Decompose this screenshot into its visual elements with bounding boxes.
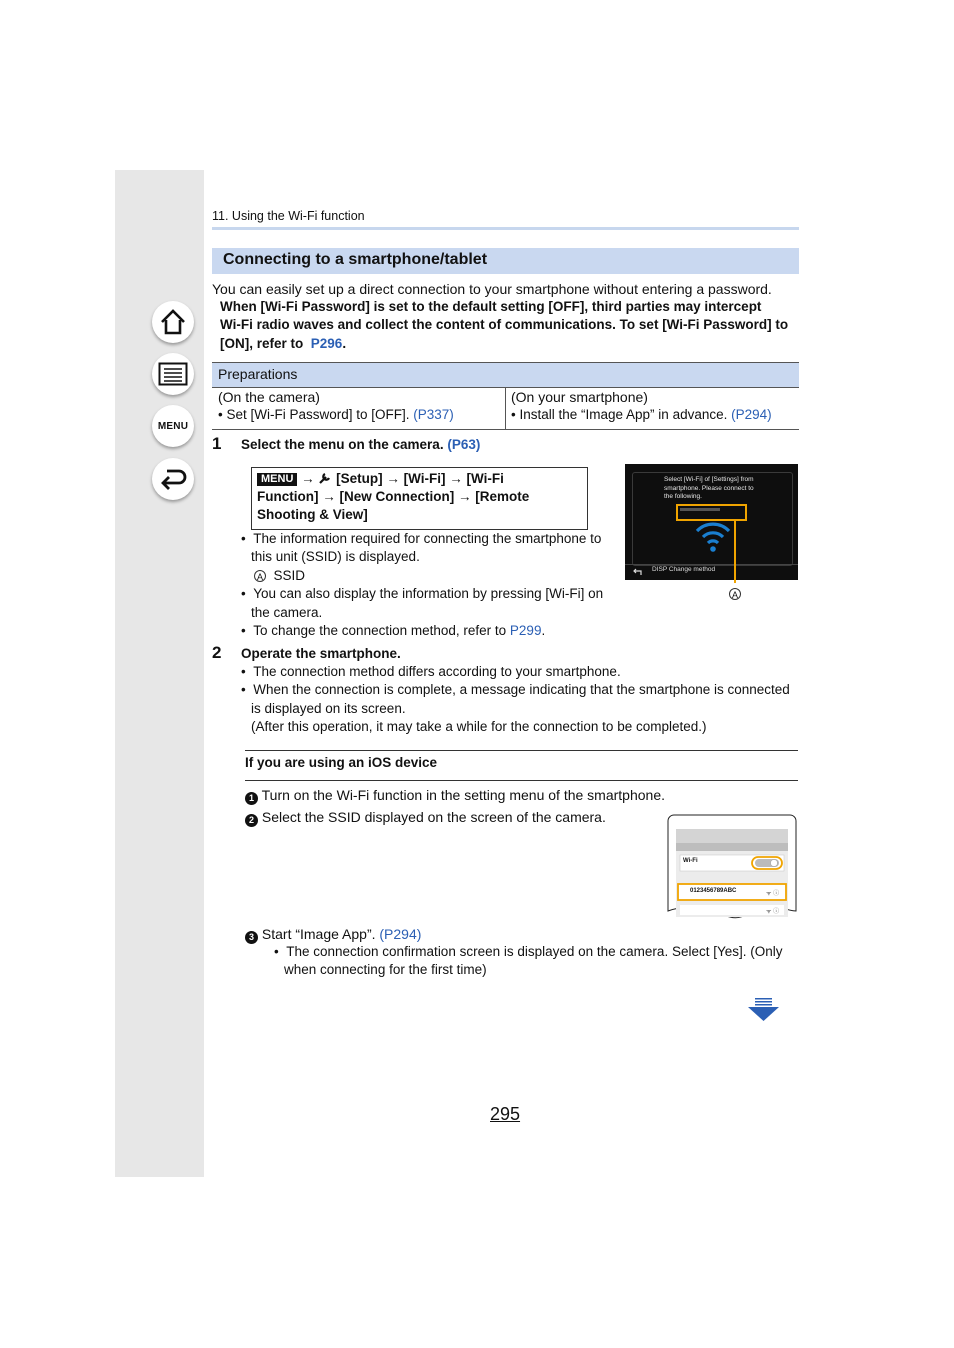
- step-1-bullet-2b: the camera.: [251, 605, 323, 620]
- camera-screen-message: [664, 476, 754, 502]
- step-1-bullet-1b: this unit (SSID) is displayed.: [251, 549, 420, 564]
- preparations-title: Preparations: [218, 366, 298, 382]
- chapter-heading: 11. Using the Wi-Fi function: [212, 209, 365, 223]
- menu-path-box: [251, 467, 588, 530]
- ios-step-2: [245, 808, 606, 827]
- camera-screen-illustration: [625, 464, 798, 580]
- ios-bottom-rule: [245, 780, 798, 781]
- ios-step-3-bullet-b: when connecting for the first time): [284, 962, 487, 977]
- smartphone-illustration: [666, 813, 798, 921]
- step-2-bullet-2b: is displayed on its screen.: [251, 701, 406, 716]
- chapter-rule: [212, 227, 799, 230]
- preparations-table: [212, 362, 799, 430]
- step-1-title: [241, 436, 480, 455]
- phone-ssid[interactable]: 0123456789ABC: [690, 888, 737, 894]
- camera-screen-line-1: Select [Wi-Fi] of [Settings] from: [664, 476, 754, 483]
- section-title: Connecting to a smartphone/tablet: [223, 251, 488, 268]
- page-number: 295: [490, 1104, 521, 1124]
- ios-step-2-text: Select the SSID displayed on the screen of the camera.: [261, 809, 606, 825]
- camera-screen-footer: DISP Change method: [652, 566, 716, 573]
- menu-path-line-1: MENU → [Setup] → [Wi-Fi] → [Wi-Fi: [257, 470, 504, 489]
- step-2-number: 2: [212, 643, 222, 662]
- prep-camera-text: Set [Wi-Fi Password] to [OFF].: [226, 407, 410, 422]
- warning-link[interactable]: P296: [310, 336, 343, 351]
- ssid-callout-line: [734, 521, 736, 583]
- step-1-link[interactable]: (P63): [447, 437, 481, 452]
- camera-screen-line-3: the following.: [664, 493, 702, 500]
- ios-step-1-number: 1: [245, 792, 258, 805]
- step-2-bullet-2c: (After this operation, it may take a while for the connection to be completed.): [251, 719, 707, 734]
- menu-path-line-3: Shooting & View]: [257, 507, 368, 522]
- list-icon: [158, 362, 188, 386]
- step-1-bullet-3-link[interactable]: P299: [509, 623, 542, 638]
- step-1-bullet-3-text: To change the connection method, refer to: [253, 623, 507, 638]
- ios-step-3-link[interactable]: (P294): [379, 926, 422, 942]
- step-1-bullet-1a: • The information required for connecting the smartphone to: [241, 531, 602, 546]
- callout-a-letter: A: [729, 588, 741, 600]
- ssid-highlight: [676, 504, 747, 521]
- step-1-bullet-2a-text: You can also display the information by pressing [Wi-Fi] on: [253, 586, 604, 601]
- warning-line-3: [ON], refer to P296.: [220, 336, 347, 351]
- callout-legend: [254, 567, 305, 586]
- callout-a-marker: [729, 585, 741, 603]
- ios-step-3: [245, 925, 421, 944]
- ios-step-1: [245, 786, 665, 805]
- camera-screen-line-2: smartphone. Please connect to: [664, 484, 754, 492]
- menu-label: MENU: [157, 420, 189, 432]
- menu-path-text-1: [Setup] → [Wi-Fi] → [Wi-Fi: [336, 471, 504, 486]
- step-2-bullet-1: • The connection method differs according to your smartphone.: [241, 664, 621, 679]
- ios-step-2-number: 2: [245, 814, 258, 827]
- step-2-title: Operate the smartphone.: [241, 646, 401, 661]
- camera-screen-footer-rule: [625, 564, 798, 565]
- wrench-icon: [318, 471, 332, 485]
- step-1-bullet-3: • To change the connection method, refer to P299.: [241, 623, 546, 638]
- step-2-bullet-1-text: The connection method differs according to your smartphone.: [253, 664, 621, 679]
- ios-top-rule: [245, 750, 798, 751]
- step-1-number: 1: [212, 434, 222, 453]
- prep-phone-text: Install the “Image App” in advance.: [519, 407, 728, 422]
- svg-text:ᯤ ⓘ: ᯤ ⓘ: [766, 891, 780, 897]
- menu-chip: MENU: [257, 473, 297, 486]
- warning-line-2: Wi-Fi radio waves and collect the content of communications. To set [Wi-Fi Password] to: [220, 317, 789, 332]
- wifi-icon: [695, 519, 731, 553]
- prep-phone-title: (On your smartphone): [511, 389, 648, 405]
- phone-wifi-label: Wi-Fi: [683, 858, 698, 864]
- ios-step-3-bullet-a: • The connection confirmation screen is displayed on the camera. Select [Yes]. (Only: [274, 944, 783, 959]
- ios-step-3-number: 3: [245, 931, 258, 944]
- ios-step-3-bullet-a-text: The connection confirmation screen is displayed on the camera. Select [Yes]. (Only: [286, 944, 783, 959]
- menu-path-line-2: Function] → [New Connection] → [Remote: [257, 489, 530, 504]
- step-1-bullet-1a-text: The information required for connecting the smartphone to: [253, 531, 602, 546]
- legend-a-letter: A: [254, 570, 266, 582]
- step-1-title-text: Select the menu on the camera.: [241, 437, 444, 452]
- intro-text: You can easily set up a direct connection to your smartphone without entering a password.: [212, 281, 772, 297]
- warning-text: [ON], refer to: [220, 336, 304, 351]
- legend-ssid-label: SSID: [273, 568, 306, 583]
- home-icon: [159, 308, 187, 336]
- contents-button[interactable]: [152, 353, 194, 395]
- continue-arrow-icon[interactable]: [747, 998, 780, 1022]
- menu-list-button[interactable]: [152, 405, 194, 447]
- ios-step-3-text: Start “Image App”.: [261, 926, 376, 942]
- step-2-bullet-2a-text: When the connection is complete, a message indicating that the smartphone is connected: [253, 682, 790, 697]
- return-icon: [633, 568, 643, 576]
- back-button[interactable]: [152, 458, 194, 500]
- ios-step-1-text: Turn on the Wi-Fi function in the setting menu of the smartphone.: [261, 787, 665, 803]
- step-1-bullet-2a: • You can also display the information by pressing [Wi-Fi] on: [241, 586, 604, 601]
- warning-line-1: When [Wi-Fi Password] is set to the default setting [OFF], third parties may intercept: [220, 299, 762, 314]
- preparations-divider: [505, 388, 506, 429]
- prep-camera-title: (On the camera): [218, 389, 320, 405]
- prep-camera-item: • Set [Wi-Fi Password] to [OFF]. (P337): [218, 407, 454, 422]
- prep-phone-link[interactable]: (P294): [731, 407, 772, 422]
- home-button[interactable]: [152, 301, 194, 343]
- preparations-header: [212, 363, 799, 388]
- prep-camera-link[interactable]: (P337): [413, 407, 454, 422]
- prep-phone-item: • Install the “Image App” in advance. (P294): [511, 407, 772, 422]
- step-2-bullet-2a: • When the connection is complete, a message indicating that the smartphone is connected: [241, 682, 790, 697]
- svg-text:ᯤ ⓘ: ᯤ ⓘ: [766, 909, 780, 915]
- back-arrow-icon: [159, 466, 187, 492]
- ios-title: If you are using an iOS device: [245, 755, 438, 770]
